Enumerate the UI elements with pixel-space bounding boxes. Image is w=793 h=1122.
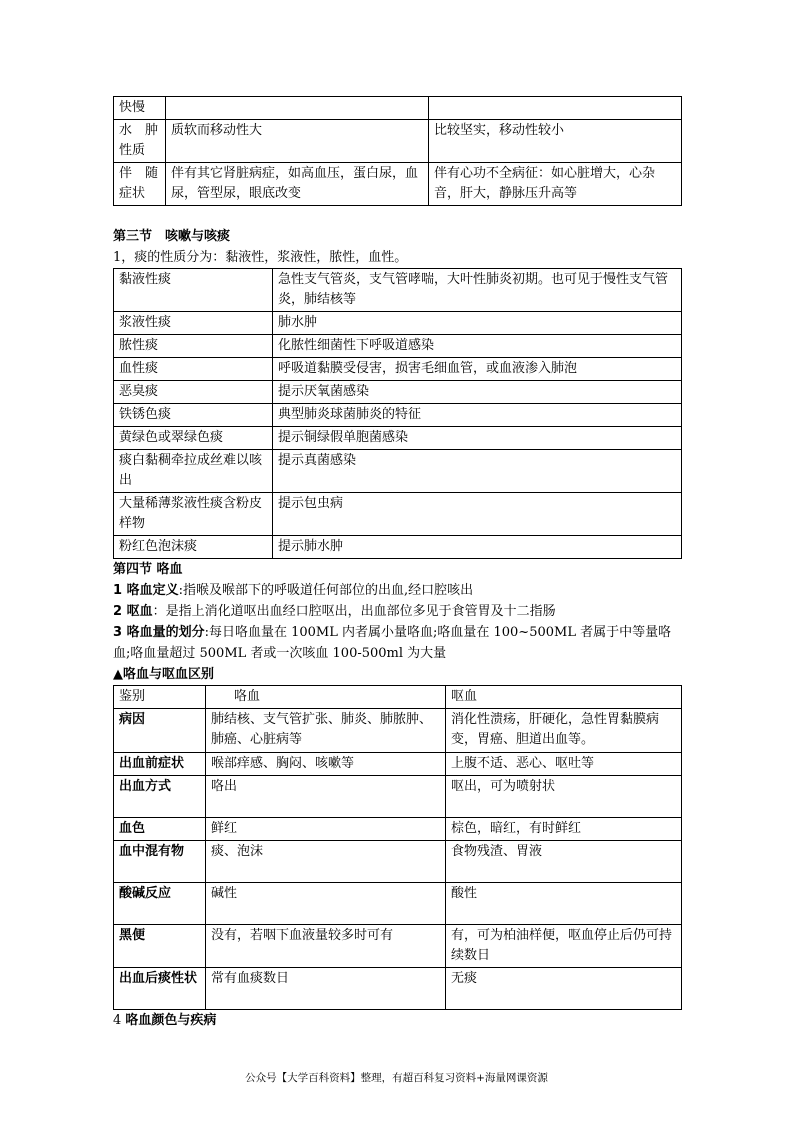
table-cell: 水 肿性质 <box>114 120 166 163</box>
header-cell: 呕血 <box>446 686 682 709</box>
row-label: 出血方式 <box>114 776 206 818</box>
table-cell: 没有，若咽下血液量较多时可有 <box>206 925 446 968</box>
table-row <box>114 925 682 968</box>
sputum-desc: 提示肺水肿 <box>273 536 682 559</box>
table-cell <box>429 97 682 120</box>
row-label: 出血后痰性状 <box>114 968 206 1010</box>
table-cell: 无痰 <box>446 968 682 1010</box>
table-cell: 常有血痰数日 <box>206 968 446 1010</box>
sputum-type: 浆液性痰 <box>114 312 273 335</box>
table-row <box>114 120 682 163</box>
compare-title: ▲咯血与呕血区别 <box>113 667 214 682</box>
table-cell: 碱性 <box>206 883 446 925</box>
sputum-type: 痰白黏稠牵拉成丝难以咳出 <box>114 450 273 493</box>
table-row <box>114 335 682 358</box>
table-cell <box>166 97 429 120</box>
table-row <box>114 269 682 312</box>
table-row <box>114 753 682 776</box>
para-text: ：是指上消化道呕出血经口腔呕出，出血部位多见于食管胃及十二指肠 <box>152 604 556 619</box>
table-cell: 伴 随症状 <box>114 163 166 206</box>
sputum-type: 大量稀薄浆液性痰含粉皮样物 <box>114 493 273 536</box>
hemoptysis-definition <box>113 580 681 601</box>
para-label: 咯血颜色与疾病 <box>125 1013 217 1028</box>
para-text: :每日咯血量在 100ML 内者属小量咯血;咯血量在 100~500ML 者属于中等量咯血;咯血量超过 500ML 者或一次咳血 100-500ml 为大量 <box>113 625 672 661</box>
sputum-desc: 急性支气管炎，支气管哮喘，大叶性肺炎初期。也可见于慢性支气管炎，肺结核等 <box>273 269 682 312</box>
sputum-type: 血性痰 <box>114 358 273 381</box>
hemoptysis-color-heading <box>113 1010 681 1031</box>
table-cell: 消化性溃疡，肝硬化，急性胃黏膜病变，胃癌、胆道出血等。 <box>446 709 682 753</box>
sputum-desc: 典型肺炎球菌肺炎的特征 <box>273 404 682 427</box>
table-cell: 肺结核、支气管扩张、肺炎、肺脓肿、肺癌、心脏病等 <box>206 709 446 753</box>
table-cell: 酸性 <box>446 883 682 925</box>
para-label: 2 呕血 <box>113 604 153 619</box>
table-cell: 喉部痒感、胸闷、咳嗽等 <box>206 753 446 776</box>
row-label: 黑便 <box>114 925 206 968</box>
table-row <box>114 883 682 925</box>
sputum-table <box>113 268 682 559</box>
table-cell: 呕出，可为喷射状 <box>446 776 682 818</box>
table-row <box>114 536 682 559</box>
section4-title: 第四节 咯血 <box>113 562 183 577</box>
sputum-type: 粉红色泡沫痰 <box>114 536 273 559</box>
sputum-desc: 肺水肿 <box>273 312 682 335</box>
table-cell: 鲜红 <box>206 818 446 841</box>
table-cell: 比较坚实，移动性较小 <box>429 120 682 163</box>
table-row <box>114 709 682 753</box>
table-row <box>114 818 682 841</box>
sputum-desc: 呼吸道黏膜受侵害，损害毛细血管，或血液渗入肺泡 <box>273 358 682 381</box>
header-cell: 鉴别 <box>114 686 206 709</box>
sputum-desc: 提示包虫病 <box>273 493 682 536</box>
sputum-desc: 提示厌氧菌感染 <box>273 381 682 404</box>
table-row <box>114 358 682 381</box>
table-cell: 有，可为柏油样便，呕血停止后仍可持续数日 <box>446 925 682 968</box>
sputum-type: 铁锈色痰 <box>114 404 273 427</box>
row-label: 病因 <box>114 709 206 753</box>
sputum-type: 恶臭痰 <box>114 381 273 404</box>
table-cell: 食物残渣、胃液 <box>446 841 682 883</box>
table-row <box>114 97 682 120</box>
section3-title: 第三节 咳嗽与咳痰 <box>113 229 231 244</box>
para-number: 4 <box>113 1013 122 1028</box>
table-row <box>114 776 682 818</box>
table-cell: 质软而移动性大 <box>166 120 429 163</box>
header-cell: 咯血 <box>206 686 446 709</box>
sputum-type: 黄绿色或翠绿色痰 <box>114 427 273 450</box>
table-cell: 痰、泡沫 <box>206 841 446 883</box>
para-label: 3 咯血量的划分 <box>113 625 205 640</box>
table-row <box>114 968 682 1010</box>
sputum-intro: 1，痰的性质分为：黏液性，浆液性，脓性，血性。 <box>113 250 408 265</box>
sputum-type: 黏液性痰 <box>114 269 273 312</box>
row-label: 血色 <box>114 818 206 841</box>
hematemesis-definition <box>113 601 681 622</box>
table-cell: 快慢 <box>114 97 166 120</box>
table-header-row <box>114 686 682 709</box>
table-row <box>114 404 682 427</box>
page-footer: 公众号【大学百科资料】整理，有超百科复习资料+海量网课资源 <box>245 1072 548 1084</box>
table-cell: 咯出 <box>206 776 446 818</box>
table-row <box>114 381 682 404</box>
table-cell: 棕色，暗红，有时鲜红 <box>446 818 682 841</box>
row-label: 血中混有物 <box>114 841 206 883</box>
table-row <box>114 427 682 450</box>
row-label: 出血前症状 <box>114 753 206 776</box>
para-text: :指喉及喉部下的呼吸道任何部位的出血,经口腔咳出 <box>178 583 474 598</box>
sputum-type: 脓性痰 <box>114 335 273 358</box>
table-row <box>114 841 682 883</box>
row-label: 酸碱反应 <box>114 883 206 925</box>
table-row <box>114 312 682 335</box>
table-row <box>114 493 682 536</box>
document-page <box>113 96 681 1031</box>
hemoptysis-volume <box>113 622 681 664</box>
table-cell: 伴有心功不全病征：如心脏增大，心杂音，肝大，静脉压升高等 <box>429 163 682 206</box>
hemoptysis-vs-hematemesis-table <box>113 685 682 1010</box>
sputum-desc: 提示铜绿假单胞菌感染 <box>273 427 682 450</box>
table-row <box>114 450 682 493</box>
para-label: 1 咯血定义 <box>113 583 179 598</box>
table-row <box>114 163 682 206</box>
sputum-desc: 提示真菌感染 <box>273 450 682 493</box>
table-cell: 上腹不适、恶心、呕吐等 <box>446 753 682 776</box>
table-cell: 伴有其它肾脏病症，如高血压，蛋白尿，血尿，管型尿，眼底改变 <box>166 163 429 206</box>
sputum-desc: 化脓性细菌性下呼吸道感染 <box>273 335 682 358</box>
kidney-edema-table <box>113 96 682 206</box>
